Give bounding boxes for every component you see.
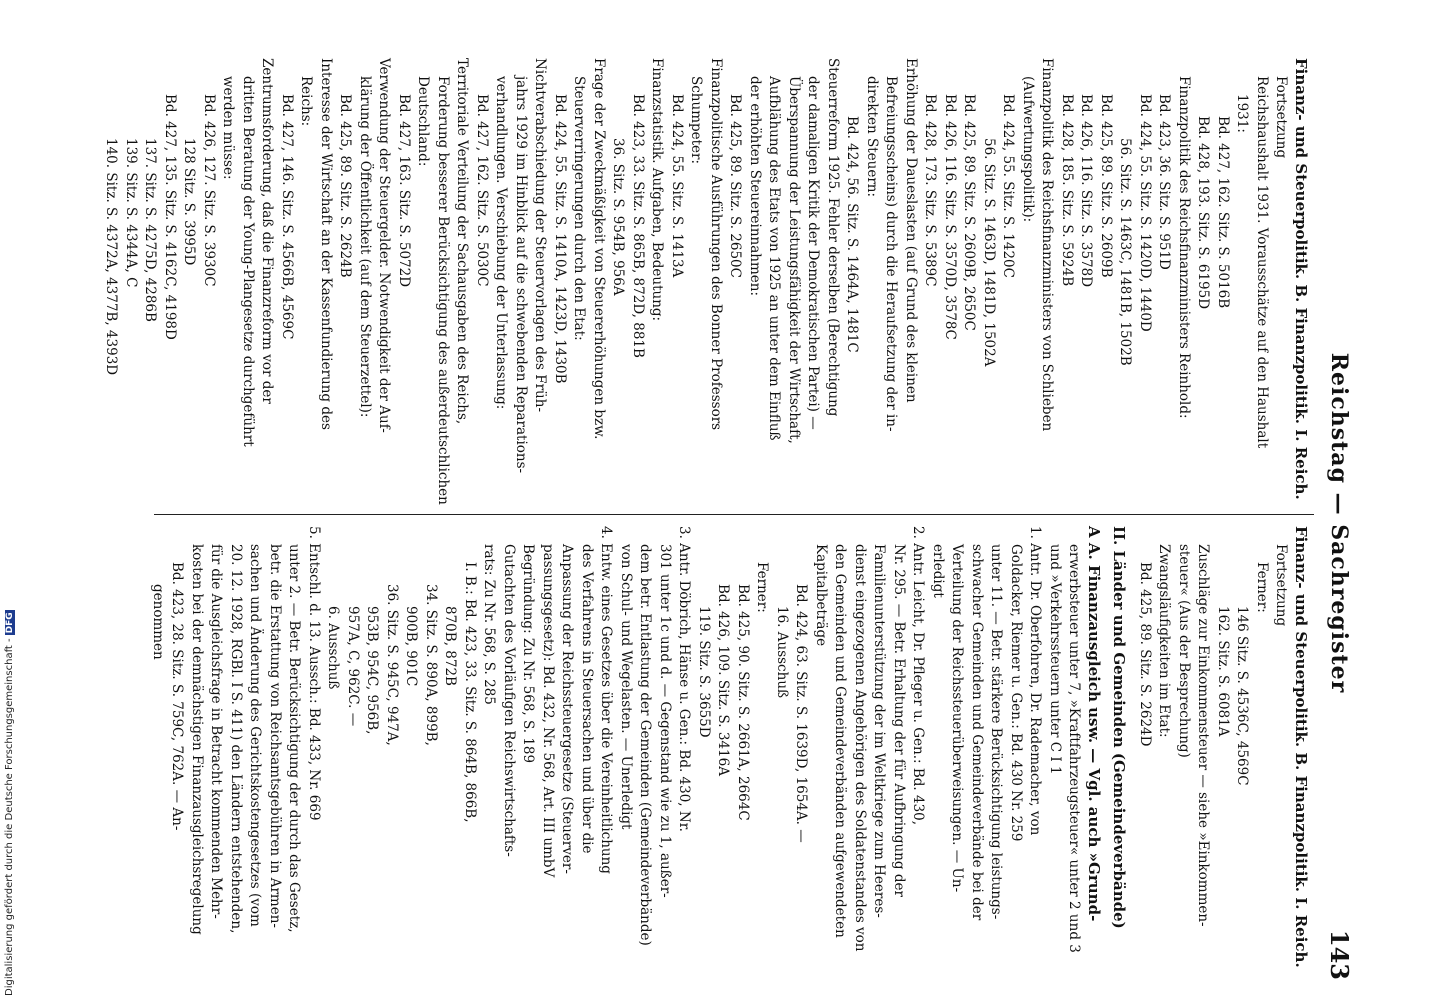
index-entry-line: klärung der Öffentlichkeit (auf dem Steuerzettel): (357, 76, 373, 418)
index-entry-line: Zuschläge zur Einkommensteuer — siehe »Einkommen- (1195, 544, 1212, 927)
index-entry-line: Bd. 427, 163. Sitz. S. 5072D (396, 94, 412, 288)
index-entry-line: erwerbsteuer unter 7, »Kraftfahrzeugsteuer« unter 2 und 3 (1066, 544, 1083, 953)
index-entry-line: Bd. 427, 162. Sitz. S. 5016B (1215, 116, 1231, 309)
index-entry-line: (Aufwertungspolitik): (1020, 76, 1036, 223)
index-entry-line: Verwendung der Steuergelder. Notwendigkeit der Auf- (376, 58, 393, 433)
index-entry-line: 20. 12. 1928, RGBl. I S. 411) den Ländern entstehenden, (228, 544, 244, 934)
index-entry-line: der erhöhten Steuereinnahmen: (747, 76, 763, 297)
index-entry-line: Bd. 427, 146. Sitz. S. 4566B, 4569C (279, 94, 295, 340)
page-header (1320, 58, 1354, 988)
index-entry-line: Bd. 425, 89. Sitz. S. 2624D (1137, 562, 1153, 747)
index-entry-line: 146 Sitz. S. 4536C, 4569C (1234, 606, 1251, 786)
index-entry-line: Bd. 423, 28. Sitz. S. 759C, 762A. — An- (169, 562, 186, 831)
index-entry-line: 301 unter 1c und d. — Gegenstand wie zu 1, außer- (657, 544, 673, 898)
index-entry-line: Bd. 424, 63. Sitz. S. 1639D, 1654A. — (793, 584, 810, 843)
index-entry-line: Bd. 425, 89. Sitz. S. 2650C (727, 94, 744, 278)
index-entry-line: Bd. 428, 185. Sitz. S. 5924B (1059, 94, 1075, 287)
index-entry-line: I. B.: Bd. 423, 33. Sitz. S. 864B, 866B, (462, 562, 478, 823)
index-entry-line: schwacher Gemeinden und Gemeindeverbände bei der (969, 544, 985, 921)
index-entry-line: 5. Entschl. d. 13. Aussch.: Bd. 433, Nr. 669 (306, 526, 322, 821)
index-entry-line: 34. Sitz. S. 890A, 899B, (423, 584, 439, 746)
caption-text: Digitalisierung gefördert durch die Deutsche Forschungsgemeinschaft - (4, 638, 15, 996)
index-entry-line: 1931: (1234, 94, 1251, 133)
index-entry-line: 16. Ausschuß (774, 606, 790, 699)
index-entry-line: Bd. 425, 89. Sitz. S. 2609B, 2650C (961, 94, 978, 331)
index-entry-line: 139. Sitz. S. 4344A, C (123, 138, 139, 288)
index-entry-line: Bd. 424, 55. Sitz. S. 1420C (1000, 94, 1017, 278)
index-entry-line: Steuerverringerungen durch den Etat: (571, 76, 588, 341)
index-entry-line: dritten Beratung der Young-Plangesetze durchgeführt (240, 76, 256, 447)
index-entry-line: Finanzstatistik. Aufgaben, Bedeutung: (649, 58, 666, 322)
index-entry-line: Bd. 427, 162. Sitz. S. 5030C (474, 94, 490, 287)
index-entry-line: 36. Sitz. S. 945C, 947A, (384, 584, 400, 746)
index-entry-line: 119. Sitz. S. 3655D (696, 606, 712, 738)
index-entry-line: Bd. 428, 193. Sitz. S. 6195D (1195, 116, 1212, 310)
index-entry-line: betr. die Erstattung von Reichsamtsgebühren in Armen- (267, 544, 283, 928)
index-entry-line: 137. Sitz. S. 4275D, 4286B (142, 138, 159, 322)
index-entry-line: Überspannung der Leistungsfähigkeit der Wirtschaft, (786, 76, 802, 444)
index-entry-line: 1. Antr. Dr. Oberfohren, Dr. Rademacher, von (1027, 526, 1044, 836)
index-entry-line: sachen und Änderung des Gerichtskostengesetzes (vom (247, 544, 264, 927)
running-title: Reichstag — Sachregister (1326, 352, 1352, 694)
index-entry-line: Goldacker, Riemer u. Gen.: Bd. 430 Nr. 259 (1008, 544, 1024, 842)
index-entry-line: Bd. 428, 173. Sitz. S. 5389C (922, 94, 939, 287)
index-entry-line: Ferner: (754, 562, 771, 613)
index-entry-line: Begründung: Zu Nr. 568, S. 189 (520, 544, 537, 764)
index-entry-line: A A. Finanzausgleich usw. — Vgl. auch »Grund- (1085, 526, 1103, 922)
index-entry-line: Bd. 426, 116. Sitz. S. 3570D, 3578C (942, 94, 958, 340)
index-entry-line: Bd. 424, 56. Sitz. S. 1464A, 1481C (844, 116, 861, 353)
index-entry-line: Zwangsläufigkeiten im Etat: (1156, 544, 1173, 738)
index-entry-line: 128 Sitz. S. 3995D (181, 138, 198, 266)
index-entry-line: Kapitalbeträge (813, 544, 829, 647)
index-entry-line: unter 11. — Betr. stärkere Berücksichtigung leistungs- (988, 544, 1005, 920)
index-entry-line: Bd. 423, 33. Sitz. S. 865B, 872D, 881B (630, 94, 646, 358)
index-entry-line: 6. Ausschuß (325, 606, 342, 690)
index-entry-line: dienst eingezogenen Angehörigen des Soldatenstandes von (852, 544, 868, 952)
right-column (148, 526, 1311, 966)
index-entry-line: Reichs: (298, 76, 315, 127)
index-entry-line: genommen (150, 584, 166, 660)
index-entry-line: den Gemeinden und Gemeindeverbänden aufgewendeten (832, 544, 849, 938)
index-entry-line: Aufblähung des Etats von 1925 an unter dem Einfluß (766, 76, 783, 441)
index-entry-line: 870B, 872B (442, 606, 459, 686)
index-entry-line: Finanz- und Steuerpolitik. B. Finanzpolitik. I. Reich. (1292, 58, 1310, 500)
index-entry-line: Frage der Zweckmäßigkeit von Steuererhöhungen bzw. (591, 58, 607, 440)
index-entry-line: rats: Zu Nr. 568, S. 285 (481, 544, 498, 705)
index-entry-line: 36. Sitz. S. 954B, 956A (610, 138, 627, 296)
index-entry-line: Bd. 426, 116. Sitz. S. 3578D (1078, 94, 1095, 288)
index-entry-line: Territoriale Verteilung der Sachausgaben des Reichs, (454, 58, 471, 425)
index-entry-line: des Verfahrens in Steuersachen und über die (579, 544, 595, 854)
index-entry-line: 162. Sitz. S. 6081A (1215, 606, 1231, 737)
index-entry-line: Erhöhung der Daueslasten (auf Grund des kleinen (903, 58, 919, 403)
index-entry-line: dem betr. Entlastung der Gemeinden (Gemeindeverbände) (637, 544, 654, 946)
index-entry-line: der damaligen Kritik der Demokratischen Partei) — (805, 76, 822, 430)
index-entry-line: Bd. 427, 135. Sitz. S. 4162C, 4198D (162, 94, 178, 340)
index-entry-line: Bd. 426, 109. Sitz. S. 3416A (715, 584, 732, 776)
index-entry-line: von Schul- und Wegelasten. — Unerledigt (618, 544, 634, 830)
index-entry-line: Finanzpolitische Ausführungen des Bonner Professors (708, 58, 724, 431)
index-entry-line: kosten bei der demnächstigen Finanzausgleichsregelung (189, 544, 205, 935)
index-entry-line: Reichshaushalt 1931. Vorausschätze auf den Haushalt (1254, 76, 1270, 449)
index-entry-line: Anpassung der Reichssteuergesetze (Steuerver- (559, 544, 576, 874)
index-entry-line: 953B, 954C, 956B, (364, 606, 381, 735)
index-entry-line: jahrs 1929 im Hinblick auf die schwebenden Reparations- (513, 76, 529, 474)
index-entry-line: Bd. 424, 55. Sitz. S. 1413A (669, 94, 685, 278)
index-entry-line: Finanz- und Steuerpolitik. B. Finanzpolitik. I. Reich. (1292, 526, 1310, 968)
column-divider (154, 514, 1314, 515)
index-entry-line: für die Ausgleichsfrage in Betracht kommenden Mehr- (208, 544, 225, 919)
index-entry-line: Ferner: (1254, 562, 1270, 613)
index-entry-line: 4. Entw. eines Gesetzes über die Vereinheitlichung (598, 526, 615, 874)
index-entry-line: werden müsse: (220, 76, 237, 180)
index-entry-line: 2. Antr. Leicht, Dr. Pfleger u. Gen.: Bd. 430, (910, 526, 927, 826)
index-entry-line: Finanzpolitik des Reichsfinanzministers von Schlieben (1039, 58, 1056, 432)
index-entry-line: 957A, C, 962C. — (345, 606, 361, 727)
dfg-logo: DFG (5, 612, 15, 634)
index-entry-line: Fortsetzung (1273, 544, 1290, 627)
index-entry-line: 56. Sitz. S. 1463C, 1481B, 1502B (1117, 138, 1134, 366)
index-entry-line: direkten Steuern: (864, 76, 880, 198)
index-entry-line: Bd. 426, 127. Sitz. S. 3930C (201, 94, 217, 287)
index-entry-line: Fortsetzung (1273, 76, 1290, 159)
index-entry-line: Deutschland: (415, 76, 432, 167)
page-number: 143 (1325, 929, 1354, 980)
left-column (101, 58, 1310, 505)
index-entry-line: steuer« (Aus der Besprechung) (1176, 544, 1192, 758)
index-entry-line: Bd. 425, 90. Sitz. S. 2661A, 2664C (735, 584, 751, 821)
rotated-page (103, 58, 1354, 988)
index-entry-line: erledigt (930, 544, 946, 598)
index-entry-line: Bd. 424, 55. Sitz. S. 1410A, 1423D, 1430B (552, 94, 568, 384)
index-entry-line: Nr. 295. — Betr. Erhaltung der für Aufbringung der (891, 544, 907, 897)
index-entry-line: 3. Antr. Döbrich, Hänse u. Gen.: Bd. 430, Nr. (676, 526, 693, 832)
index-entry-line: 900B, 901C (403, 606, 420, 687)
index-entry-line: Bd. 424, 55. Sitz. S. 1420D, 1440D (1137, 94, 1153, 332)
index-entry-line: Zentrumsforderung, daß die Finanzreform vor der (259, 58, 276, 404)
index-entry-line: Verteilung der Reichssteuerüberweisungen. — Un- (949, 544, 966, 893)
index-entry-line: 140. Sitz. S. 4372A, 4377B, 4393D (103, 138, 120, 376)
index-entry-line: Bd. 425, 89. Sitz. S. 2624B (337, 94, 354, 278)
index-entry-line: passungsgesetz): Bd. 432, Nr. 568, Art. III umbV (540, 544, 556, 878)
index-entry-line: Forderung besserer Berücksichtigung des außerdeutschlichen (435, 76, 451, 505)
index-entry-line: verhandlungen. Verschiebung der Unterlassung: (493, 76, 510, 410)
index-entry-line: II. Länder und Gemeinden (Gemeindeverbände) (1110, 526, 1129, 929)
index-entry-line: und »Verkehrssteuern unter C I 1 (1047, 544, 1063, 775)
index-entry-line: Bd. 423, 36. Sitz. S. 951D (1156, 94, 1173, 270)
index-entry-line: Interesse der Wirtschaft an der Kassenfundierung des (318, 58, 334, 430)
index-entry-line: 56. Sitz. S. 1463D, 1481D, 1502A (981, 138, 997, 367)
index-entry-line: Finanzpolitik des Reichsfinanzministers Reinhold: (1176, 76, 1192, 419)
index-entry-line: Bd. 425, 89. Sitz. S. 2609B (1098, 94, 1114, 278)
index-entry-line: Gutachten des Vorläufigen Reichswirtschafts- (501, 544, 517, 857)
index-entry-line: Befreiungsscheins) durch die Heraufsetzung der in- (883, 76, 900, 432)
index-entry-line: unter 2. — Betr. Berücksichtigung der durch das Gesetz, (286, 544, 303, 933)
index-entry-line: Schumpeter: (688, 76, 705, 165)
index-entry-line: Familienunterstützung der im Weltkriege zum Heeres- (871, 544, 888, 918)
index-entry-line: Nichtverabschiedung der Steuervorlagen des Früh- (532, 58, 549, 413)
index-entry-line: Steuerreform 1925. Fehler derselben (Berechtigung (825, 58, 841, 417)
digitization-caption (4, 610, 15, 996)
